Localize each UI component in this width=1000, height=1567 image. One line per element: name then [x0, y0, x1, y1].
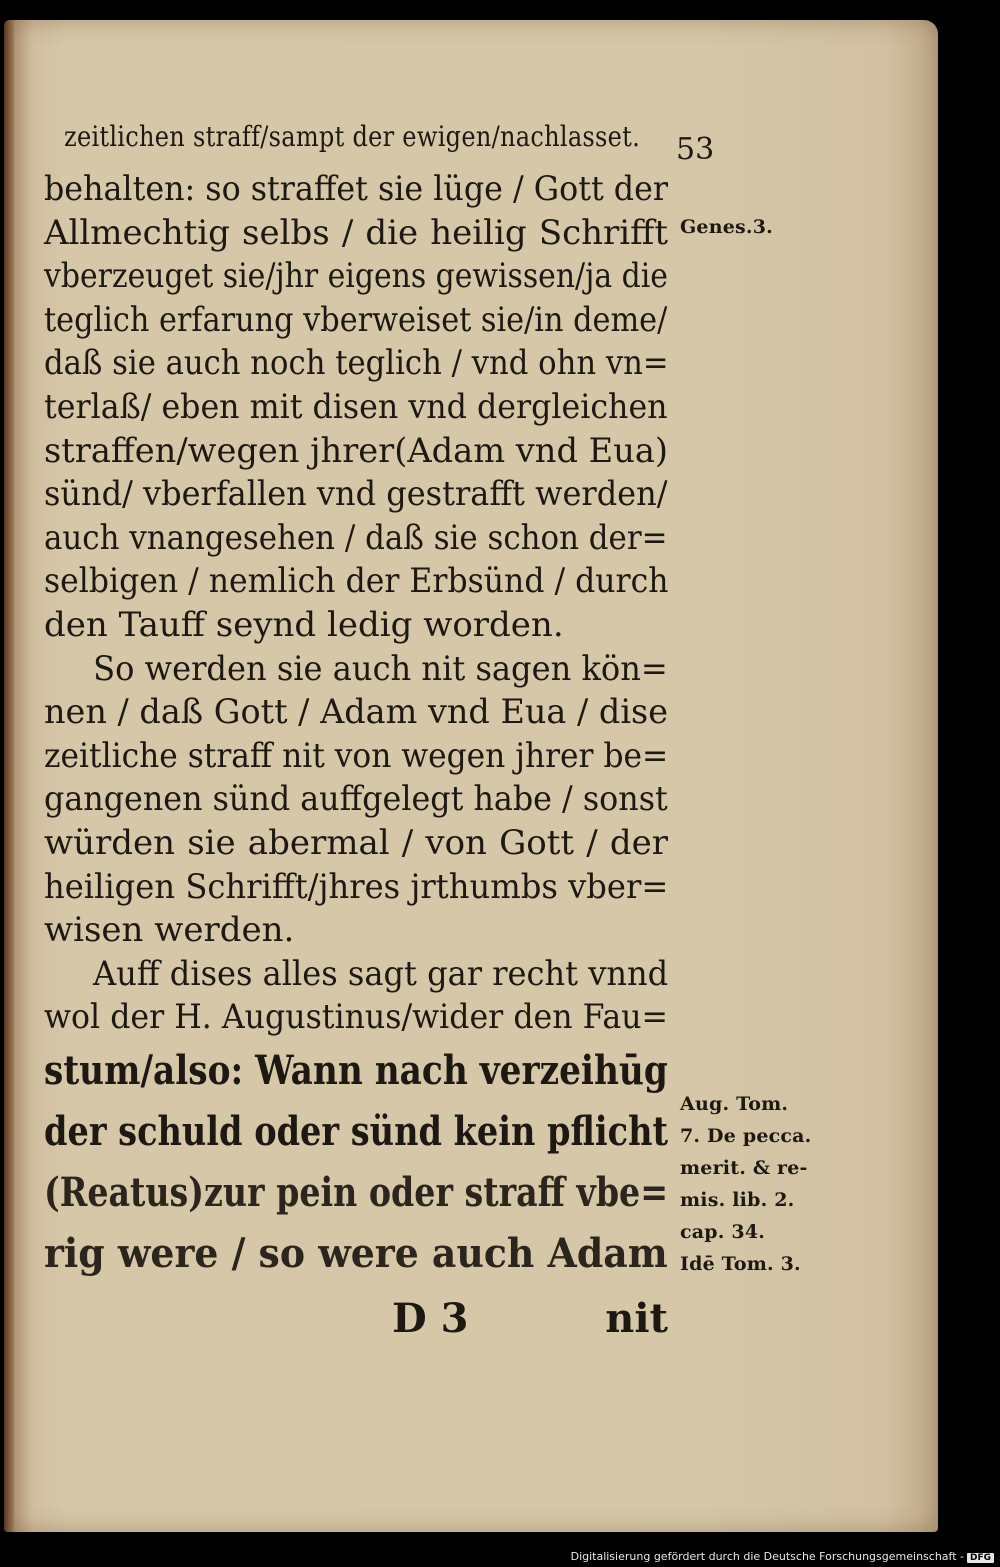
text-line: zeitliche straff nit von wegen jhrer be= [44, 735, 669, 776]
text-line: auch vnangesehen / daß sie schon der= [44, 517, 668, 558]
text-line: wol der H. Augustinus/wider den Fau= [44, 997, 669, 1038]
text-line: sünd/ vberfallen vnd gestrafft werden/ [44, 474, 668, 515]
text-line-quotation: der schuld oder sünd kein pflicht [44, 1107, 669, 1155]
text-line-quotation: rig were / so were auch Adam [44, 1229, 668, 1277]
text-line: Allmechtig selbs / die heilig Schrifft [44, 212, 668, 253]
signature-mark: D 3 [392, 1294, 469, 1342]
text-line: terlaß/ eben mit disen vnd dergleichen [44, 386, 668, 427]
text-line: würden sie abermal / von Gott / der [44, 822, 668, 863]
text-line: behalten: so straffet sie lüge / Gott der [44, 169, 669, 209]
margin-note-genesis: Genes.3. [680, 216, 773, 238]
page-foot-line [44, 1284, 668, 1354]
text-line: gangenen sünd auffgelegt habe / sonst [44, 779, 668, 820]
text-line-quotation: stum/also: Wann nach verzeihūg [44, 1046, 668, 1094]
digitization-credit [571, 1550, 994, 1563]
page-number: 53 [676, 132, 715, 167]
text-line: wisen werden. [44, 910, 295, 951]
page-gutter-edge [4, 20, 14, 1532]
catchword: nit [605, 1294, 668, 1342]
margin-note-line: mis. lib. 2. [680, 1189, 795, 1211]
text-line: nen / daß Gott / Adam vnd Eua / dise [44, 692, 669, 733]
dfg-logo: DFG [967, 1553, 994, 1563]
text-line-quotation: (Reatus)zur pein oder straff vbe= [44, 1168, 669, 1216]
text-line: vberzeuget sie/jhr eigens gewissen/ja die [44, 256, 668, 297]
margin-note-line: cap. 34. [680, 1221, 766, 1243]
margin-note-line: Aug. Tom. [680, 1093, 789, 1115]
text-line: teglich erfarung vberweiset sie/in deme/ [44, 299, 668, 340]
credit-text: Digitalisierung gefördert durch die Deutsche Forschungsgemeinschaft - [570, 1550, 964, 1563]
margin-note-line: merit. & re- [680, 1157, 808, 1179]
running-head: zeitlichen straff/sampt der ewigen/nachlasset. [64, 120, 641, 153]
text-line: den Tauff seynd ledig worden. [44, 604, 564, 645]
text-line: So werden sie auch nit sagen kön= [93, 648, 668, 689]
margin-note-line: 7. De pecca. [680, 1125, 812, 1147]
text-line: daß sie auch noch teglich / vnd ohn vn= [44, 343, 669, 384]
margin-note-line: Idē Tom. 3. [680, 1253, 801, 1275]
text-line: Auff dises alles sagt gar recht vnnd [93, 953, 669, 994]
text-line: heiligen Schrifft/jhres jrthumbs vber= [44, 866, 669, 907]
book-page [4, 20, 938, 1532]
margin-note-augustine [680, 1088, 811, 1280]
text-line: straffen/wegen jhrer(Adam vnd Eua) [44, 430, 669, 471]
body-text [44, 168, 668, 1354]
text-line: selbigen / nemlich der Erbsünd / durch [44, 561, 669, 602]
